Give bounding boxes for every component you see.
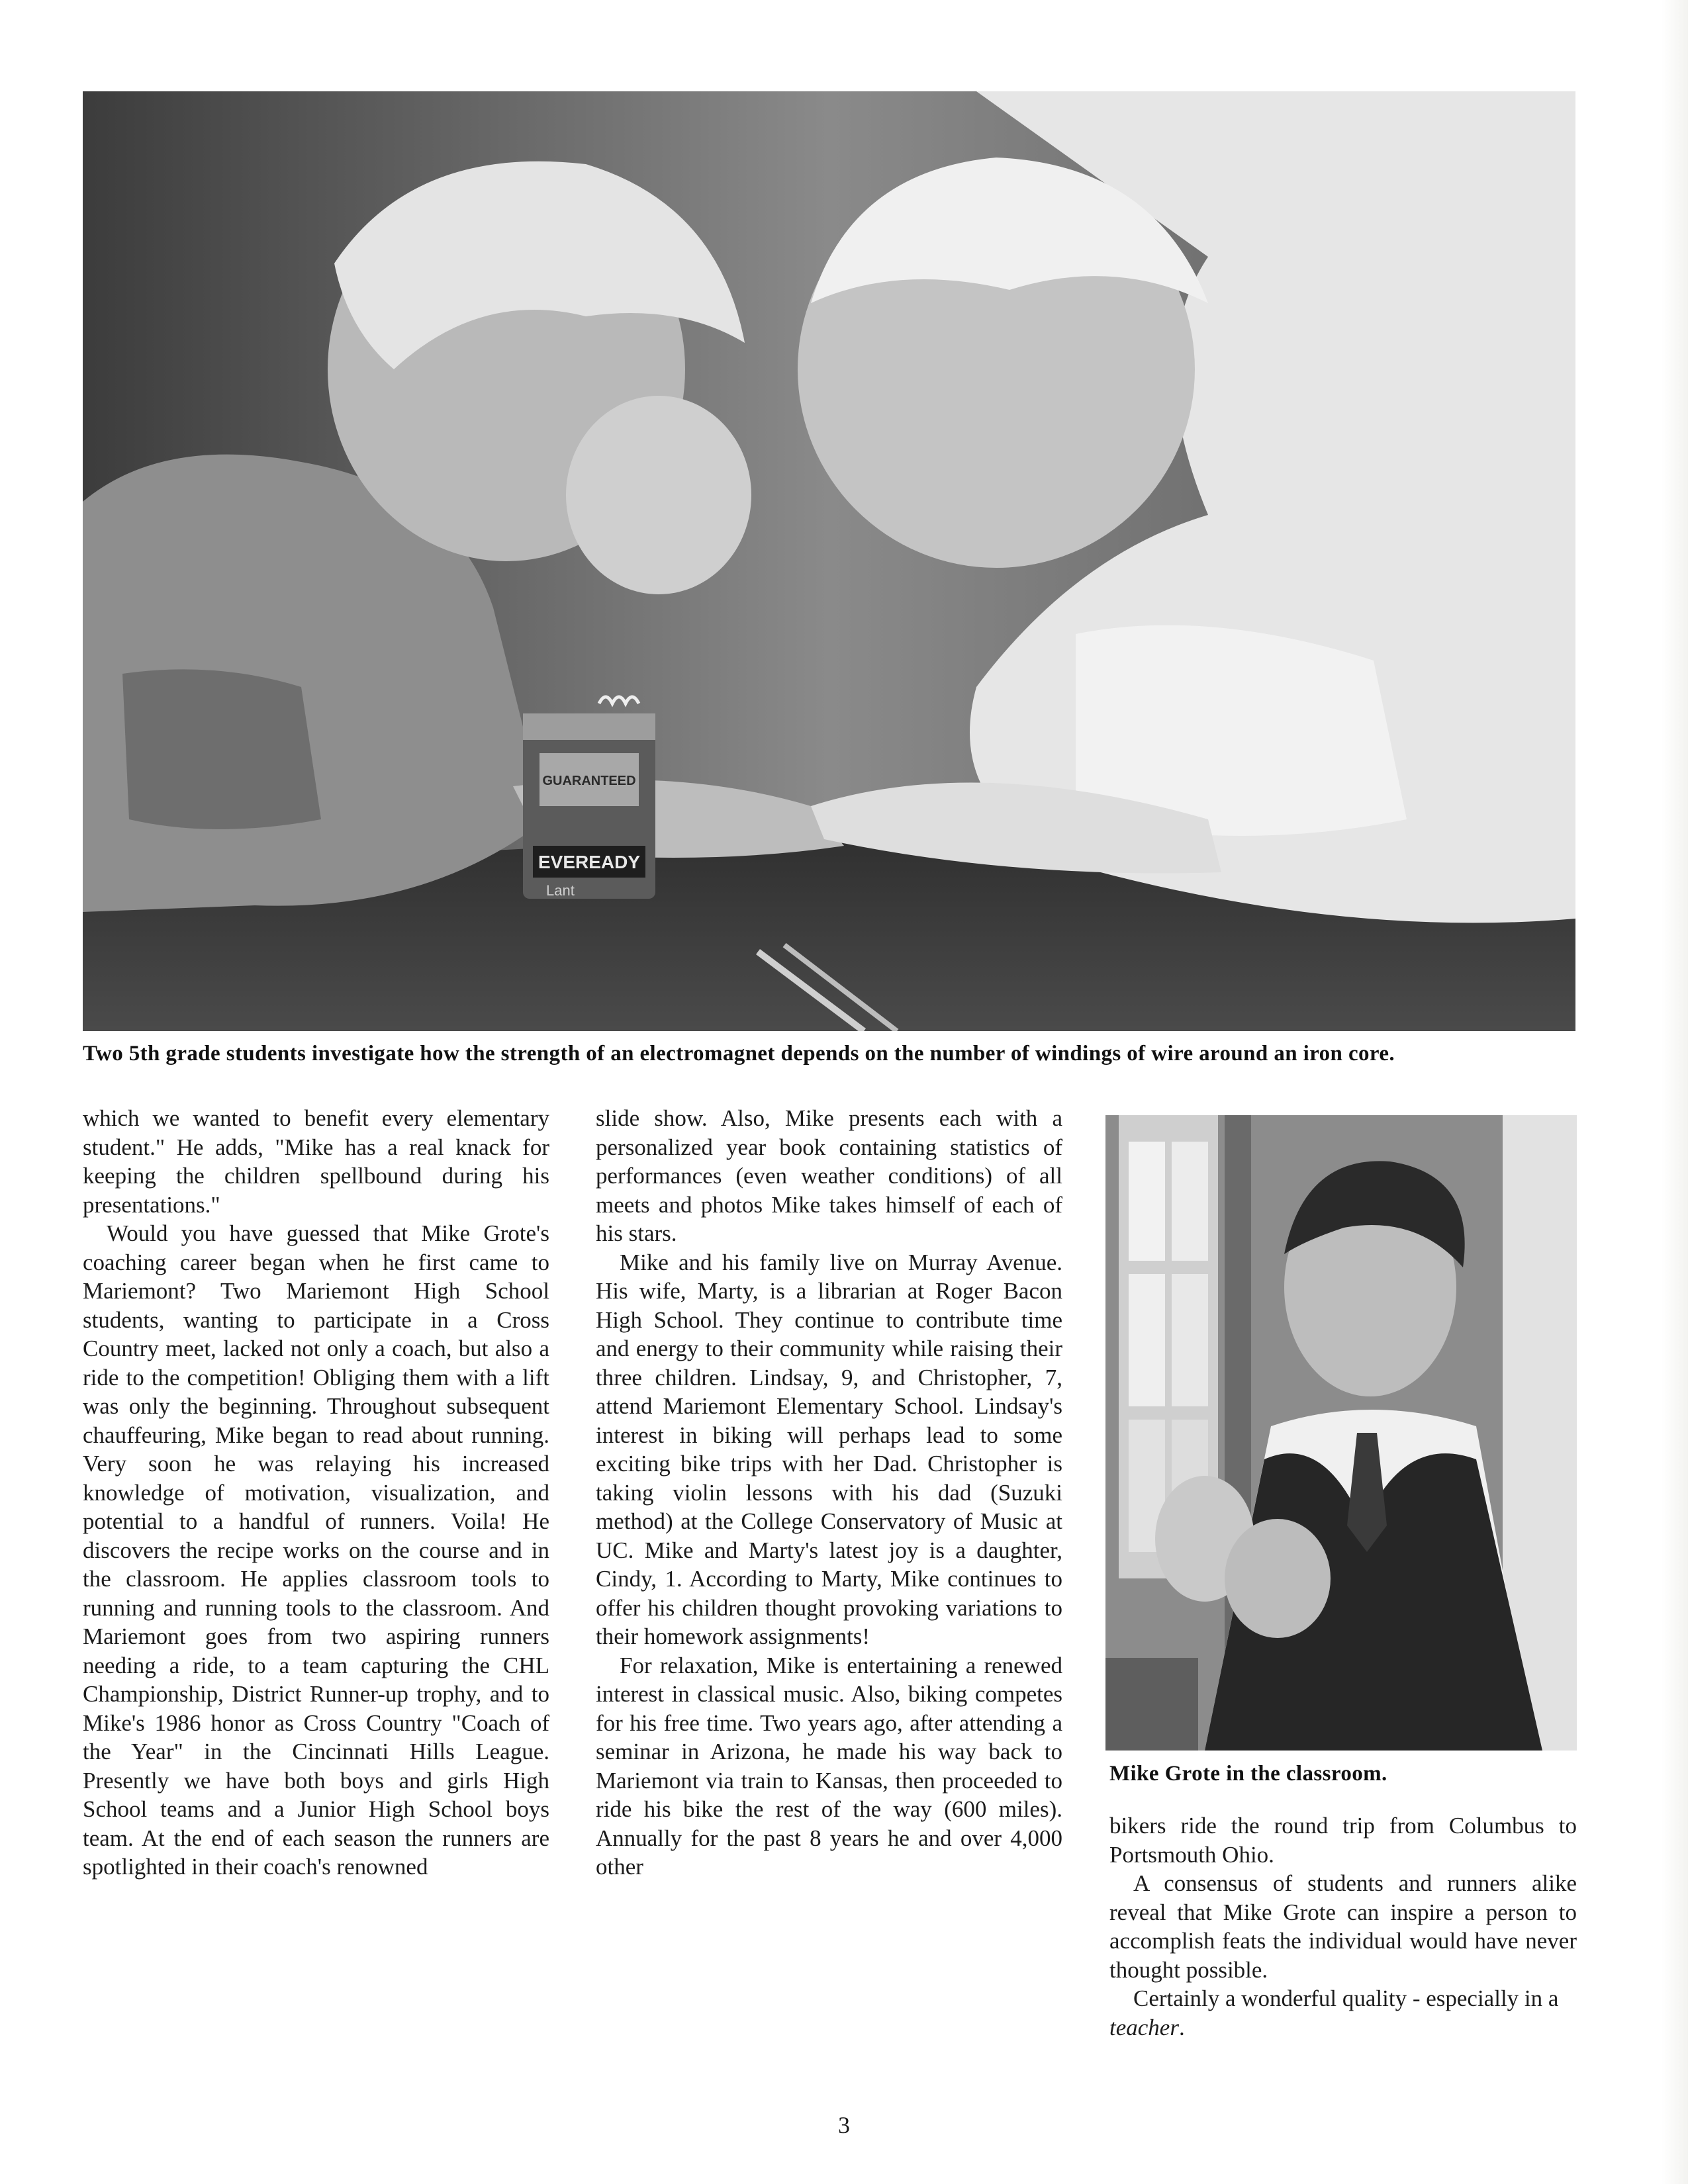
column3-closing-text: Certainly a wonderful quality - especially in a xyxy=(1133,1985,1559,2011)
article-column-1 xyxy=(83,1104,549,1882)
column2-paragraph-2: Mike and his family live on Murray Avenue. His wife, Marty, is a librarian at Roger Bacon High School. They continue to contribute time and energy to their community while raising their three children. Lindsay, 9, and Christopher, 7, attend Mariemont Elementary School. Lindsay's interest in biking will perhaps lead to some exciting bike trips with her Dad. Christopher is taking violin lessons with his dad (Suzuki method) at the College Conservatory of Music at UC. Mike and Marty's latest joy is a daughter, Cindy, 1. According to Marty, Mike continues to offer his children thought provoking variations to their homework assignments! xyxy=(596,1249,1062,1649)
article-column-3 xyxy=(1109,1811,1577,2042)
column2-paragraph-1: slide show. Also, Mike presents each with a personalized year book containing statistics of performances (even weather conditions) of all meets and photos Mike takes himself of each of his stars. xyxy=(596,1105,1062,1246)
article-column-2 xyxy=(596,1104,1062,1882)
page-number: 3 xyxy=(838,2112,850,2138)
column1-paragraph-1: which we wanted to benefit every elementary student." He adds, "Mike has a real knack for keeping the children spellbound during his presentations." xyxy=(83,1105,549,1218)
column3-paragraph-2: A consensus of students and runners alike reveal that Mike Grote can inspire a person to accomplish feats the individual would have never thought possible. xyxy=(1109,1870,1577,1983)
battery-label-eveready: EVEREADY xyxy=(538,852,641,872)
column2-paragraph-3: For relaxation, Mike is entertaining a renewed interest in classical music. Also, biking competes for his free time. Two years ago, after attending a seminar in Arizona, he made his way back to Mariemont via train to Kansas, then proceeded to ride his bike the rest of the way (600 miles). Annually for the past 8 years he and over 4,000 other xyxy=(596,1652,1062,1880)
column3-paragraph-1: bikers ride the round trip from Columbus to Portsmouth Ohio. xyxy=(1109,1813,1577,1868)
column1-paragraph-2: Would you have guessed that Mike Grote's coaching career began when he first came to Mariemont? Two Mariemont High School students, wanting to participate in a Cross Country meet, lacked not only a coach, but also a ride to the competition! Obliging them with a lift was only the beginning. Throughout subsequent chauffeuring, Mike began to read about running. Very soon he was relaying his increased knowledge of motivation, visualization, and potential to a handful of runners. Voila! He discovers the recipe works on the course and in the classroom. He applies classroom tools to running and running tools to the classroom. And Mariemont goes from two aspiring runners needing a ride, to a team capturing the CHL Championship, District Runner-up trophy, and to Mike's 1986 honor as Cross Country "Coach of the Year" in the Cincinnati Hills League. Presently we have both boys and girls High School teams and a Junior High School boys team. At the end of each season the runners are spotlighted in their coach's renowned xyxy=(83,1220,549,1880)
main-photo-two-students xyxy=(83,91,1575,1031)
mike-grote-photo xyxy=(1105,1115,1577,1751)
column3-emphasis-teacher: teacher xyxy=(1109,2014,1179,2040)
main-photo-caption: Two 5th grade students investigate how the strength of an electromagnet depends on the number of windings of wire around an iron core. xyxy=(83,1042,1395,1066)
page-edge-shadow xyxy=(1662,0,1688,2184)
eveready-battery xyxy=(523,713,655,899)
column3-closing-period: . xyxy=(1178,2014,1185,2040)
column3-paragraph-3 xyxy=(1109,1984,1577,2042)
side-photo-caption: Mike Grote in the classroom. xyxy=(1109,1762,1387,1786)
battery-label-lant: Lant xyxy=(546,882,575,899)
battery-label-guaranteed: GUARANTEED xyxy=(542,774,636,788)
